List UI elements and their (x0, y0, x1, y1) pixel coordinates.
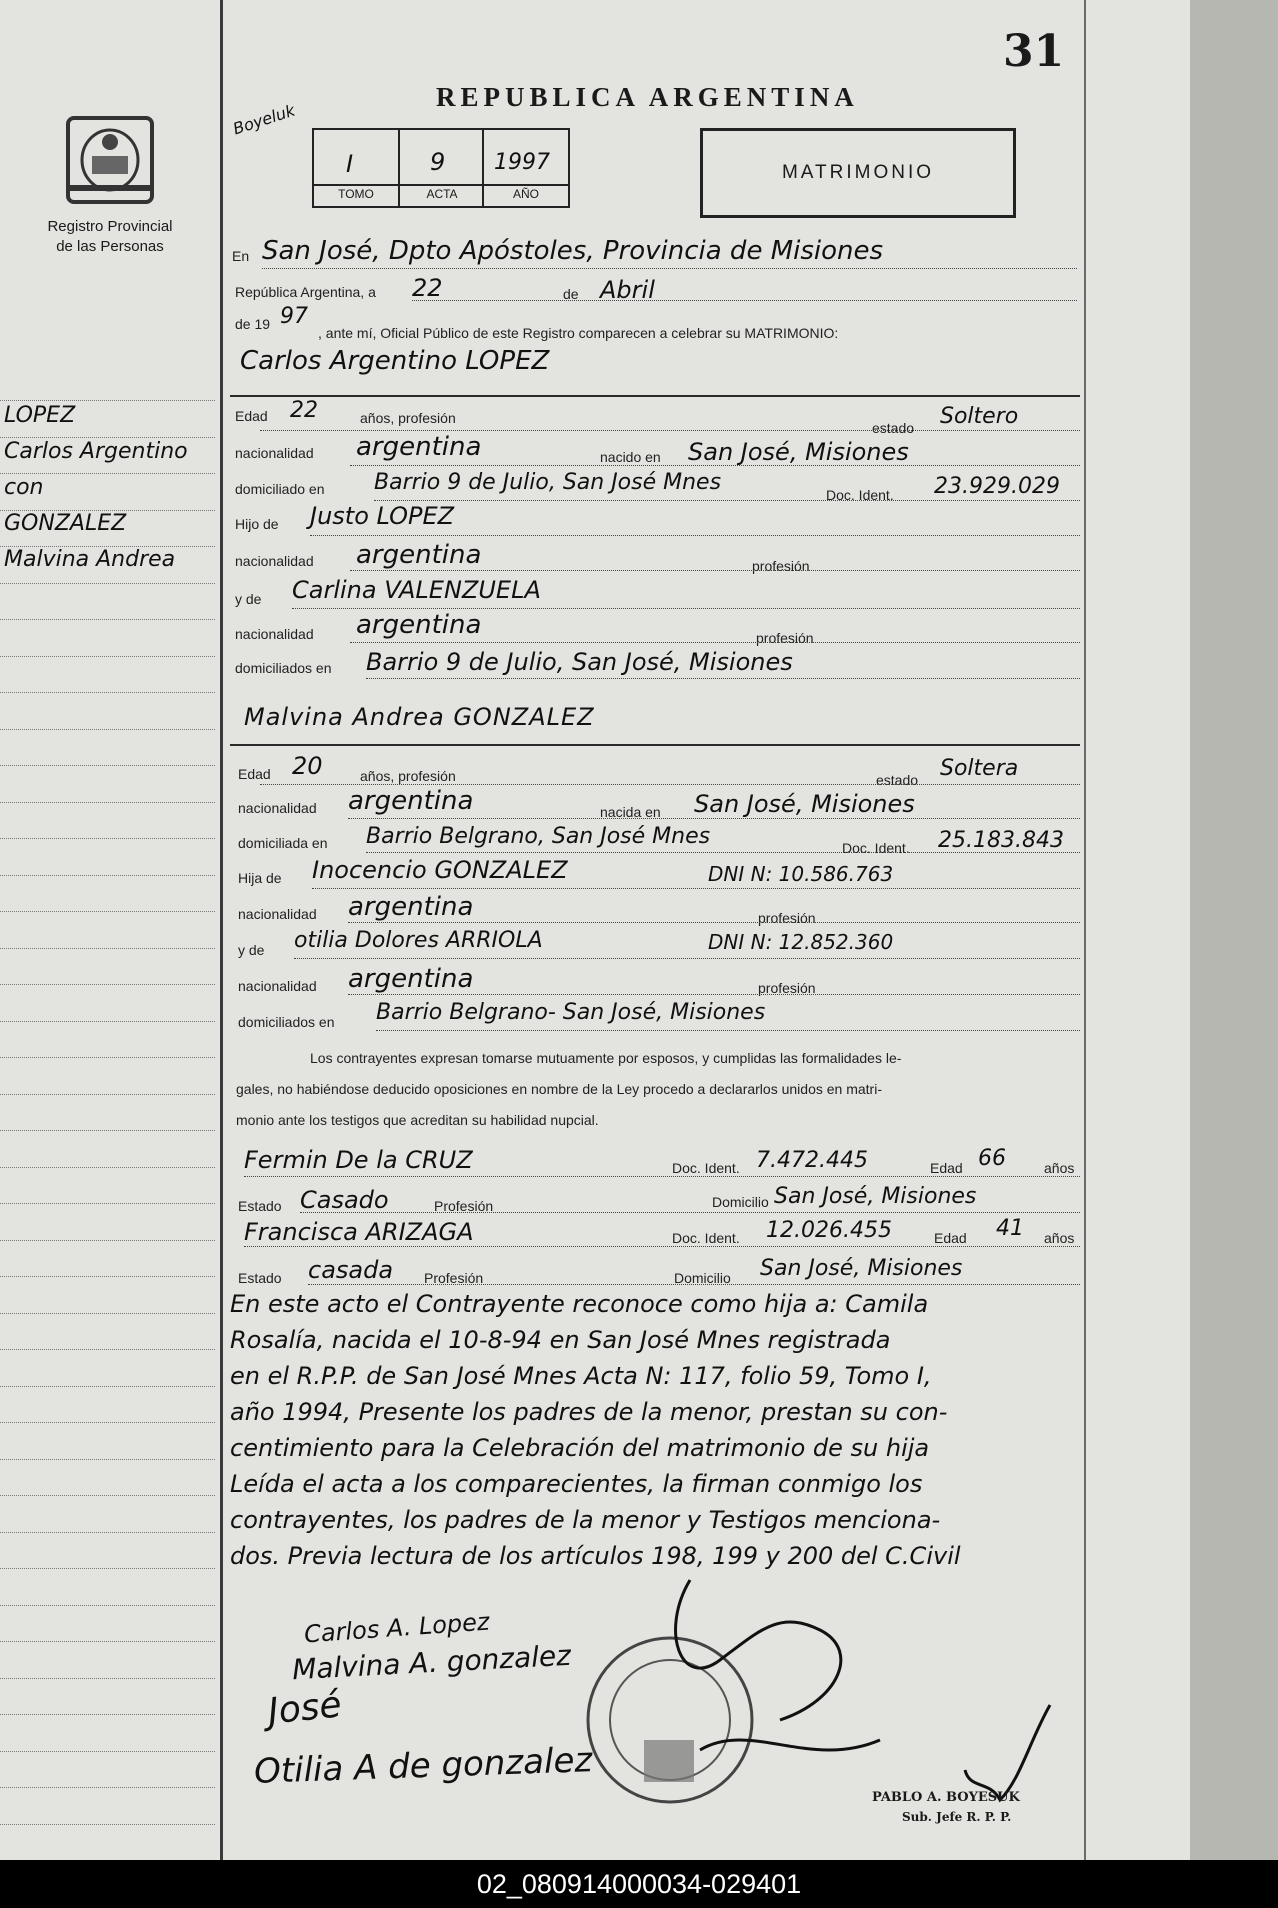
margin-rule-line (0, 619, 215, 620)
note-line: En este acto el Contrayente reconoce como hija a: Camila (230, 1290, 929, 1318)
label: años (1044, 1160, 1075, 1176)
groom-mother: Carlina VALENZUELA (292, 576, 541, 604)
margin-rule-line (0, 1532, 215, 1533)
label: profesión (758, 980, 816, 996)
witness-1-status: Casado (300, 1186, 389, 1214)
bride-nationality: argentina (348, 786, 474, 816)
margin-rule-line (0, 1422, 215, 1423)
label: Doc. Ident. (826, 487, 894, 503)
official-name: PABLO A. BOYESUK (872, 1790, 1020, 1805)
witness-2-address: San José, Misiones (760, 1256, 963, 1281)
tomo-value: I (346, 150, 354, 178)
label: Edad (238, 766, 271, 782)
margin-rule-line (0, 1495, 215, 1496)
margin-rule-line (0, 948, 215, 949)
fill-line (376, 1030, 1080, 1031)
label: nacido en (600, 449, 661, 465)
label: nacida en (600, 804, 661, 820)
fill-line (348, 922, 1080, 923)
groom-mother-nationality: argentina (356, 610, 482, 640)
margin-rule-line (0, 1349, 215, 1350)
groom-doc: 23.929.029 (934, 474, 1060, 499)
fill-line (348, 994, 1080, 995)
label: Hija de (238, 870, 282, 886)
bride-mother-dni: DNI N: 12.852.360 (708, 930, 894, 954)
bride-age: 20 (292, 752, 323, 780)
label: nacionalidad (238, 906, 317, 922)
fill-line (260, 784, 1080, 785)
margin-rule-line (0, 802, 215, 803)
fill-line (348, 818, 1080, 819)
label: Doc. Ident. (842, 840, 910, 856)
bride-doc: 25.183.843 (938, 828, 1064, 853)
bride-birthplace: San José, Misiones (694, 790, 915, 818)
margin-rule-line (0, 1751, 215, 1752)
label: y de (235, 591, 262, 607)
label: nacionalidad (238, 978, 317, 994)
anio-value: 1997 (494, 150, 550, 175)
official-stamp-icon (580, 1570, 900, 1810)
month: Abril (600, 276, 655, 304)
witness-2-name: Francisca ARIZAGA (244, 1218, 474, 1246)
witness-2-doc: 12.026.455 (766, 1218, 892, 1243)
margin-rule-line (0, 911, 215, 912)
country-title: REPUBLICA ARGENTINA (436, 82, 859, 112)
fill-line (244, 1176, 1080, 1177)
bride-father-nationality: argentina (348, 892, 474, 922)
signature-groom: Carlos A. Lopez (303, 1607, 491, 1649)
witness-1-name: Fermin De la CRUZ (244, 1146, 473, 1174)
margin-rule-line (0, 1678, 215, 1679)
label: Domicilio (674, 1270, 731, 1286)
witness-1-address: San José, Misiones (774, 1184, 977, 1209)
statement: , ante mí, Oficial Público de este Registro comparecen a celebrar su MATRIMONIO: (318, 325, 839, 341)
margin-rule-line (0, 765, 215, 766)
groom-status: Soltero (940, 404, 1019, 429)
margin-notes: LOPEZ Carlos Argentino con GONZALEZ Malvina Andrea (4, 403, 188, 572)
margin-rule-line (0, 1203, 215, 1204)
year-suffix: 97 (280, 304, 308, 329)
note-line: Rosalía, nacida el 10-8-94 en San José Mnes registrada (230, 1326, 891, 1354)
signature-witness: José (266, 1684, 344, 1733)
label: estado (876, 772, 919, 788)
margin-rule-line (0, 838, 215, 839)
margin-rule-line (0, 1313, 215, 1314)
margin-rule-line (0, 1605, 215, 1606)
footer-id: 02_080914000034-029401 (0, 1860, 1278, 1908)
groom-father: Justo LOPEZ (310, 502, 455, 530)
note-line: centimiento para la Celebración del matrimonio de su hija (230, 1434, 930, 1462)
label: domiciliados en (235, 660, 332, 676)
bride-mother: otilia Dolores ARRIOLA (294, 928, 543, 953)
label: años (1044, 1230, 1075, 1246)
margin-rule-line (0, 1240, 215, 1241)
margin-rule-line (0, 1276, 215, 1277)
fill-line (260, 430, 1080, 431)
label: Domicilio (712, 1194, 769, 1210)
fill-line (350, 465, 1080, 466)
label: Edad (235, 408, 268, 424)
page-number: 31 (1003, 26, 1065, 77)
fill-line (366, 678, 1080, 679)
label: Doc. Ident. (672, 1230, 740, 1246)
label: domiciliados en (238, 1014, 335, 1030)
note-line: en el R.P.P. de San José Mnes Acta N: 117, folio 59, Tomo I, (230, 1362, 932, 1390)
record-box: I 9 1997 TOMO ACTA AÑO (312, 128, 570, 208)
label: y de (238, 942, 265, 958)
margin-rule-line (0, 1824, 215, 1825)
right-border (1084, 0, 1086, 1860)
margin-rule-line (0, 1568, 215, 1569)
bride-parents-address: Barrio Belgrano- San José, Misiones (376, 1000, 766, 1025)
fill-line (292, 608, 1080, 609)
official-title: Sub. Jefe R. P. P. (902, 1810, 1012, 1824)
fill-line (244, 1246, 1080, 1247)
margin-rule-line (0, 1130, 215, 1131)
fill-line (308, 1284, 1080, 1285)
label: Edad (934, 1230, 967, 1246)
record-type-box (700, 128, 1016, 218)
coat-of-arms-icon (60, 108, 160, 208)
groom-father-nationality: argentina (356, 540, 482, 570)
label: Estado (238, 1198, 282, 1214)
fill-line (310, 535, 1080, 536)
fill-line (366, 852, 1080, 853)
fill-line (312, 888, 1080, 889)
margin-rule-line (0, 656, 215, 657)
signature-bride: Malvina A. gonzalez (291, 1638, 572, 1687)
label: nacionalidad (235, 553, 314, 569)
groom-nationality: argentina (356, 432, 482, 462)
fill-line (374, 500, 1080, 501)
note-line: dos. Previa lectura de los artículos 198, 199 y 200 del C.Civil (230, 1542, 961, 1570)
fill-line (294, 958, 1080, 959)
groom-address: Barrio 9 de Julio, San José Mnes (374, 470, 722, 495)
margin-divider (220, 0, 223, 1860)
witness-2-age: 41 (996, 1216, 1024, 1241)
bride-name: Malvina Andrea GONZALEZ (244, 703, 595, 731)
margin-rule-line (0, 692, 215, 693)
bride-status: Soltera (940, 756, 1019, 781)
label: Profesión (424, 1270, 484, 1286)
margin-rule-line (0, 1714, 215, 1715)
margin-rule-line (0, 1167, 215, 1168)
label: Hijo de (235, 516, 279, 532)
bride-father: Inocencio GONZALEZ (312, 856, 568, 884)
record-type: MATRIMONIO (781, 162, 935, 183)
place: San José, Dpto Apóstoles, Provincia de Misiones (262, 236, 884, 266)
margin-rule-line (0, 1641, 215, 1642)
margin-rule-line (0, 1094, 215, 1095)
margin-rule-line (0, 729, 215, 730)
label: nacionalidad (238, 800, 317, 816)
label: años, profesión (360, 768, 456, 784)
day: 22 (412, 274, 443, 302)
label: Estado (238, 1270, 282, 1286)
label: nacionalidad (235, 445, 314, 461)
fill-line (350, 570, 1080, 571)
bride-father-dni: DNI N: 10.586.763 (708, 862, 894, 886)
margin-rule-line (0, 875, 215, 876)
fill-line (350, 642, 1080, 643)
label: profesión (758, 910, 816, 926)
label: Edad (930, 1160, 963, 1176)
margin-rule-line (0, 583, 215, 584)
note-line: contrayentes, los padres de la menor y Testigos menciona- (230, 1506, 941, 1534)
bride-address: Barrio Belgrano, San José Mnes (366, 824, 711, 849)
witness-1-age: 66 (978, 1146, 1006, 1171)
annotation: Boyeluk (230, 100, 298, 139)
margin-rule-line (0, 1057, 215, 1058)
label: profesión (756, 630, 814, 646)
label: domiciliado en (235, 481, 325, 497)
bride-mother-nationality: argentina (348, 964, 474, 994)
margin-rule-line (0, 1459, 215, 1460)
witness-1-doc: 7.472.445 (756, 1148, 868, 1173)
fill-line (300, 1212, 1080, 1213)
groom-name: Carlos Argentino LOPEZ (240, 346, 550, 376)
label: Doc. Ident. (672, 1160, 740, 1176)
label: años, profesión (360, 410, 456, 426)
acta-value: 9 (430, 148, 446, 176)
margin-rule-line (0, 1386, 215, 1387)
groom-age: 22 (290, 398, 318, 423)
note-line: año 1994, Presente los padres de la menor, prestan su con- (230, 1398, 948, 1426)
groom-birthplace: San José, Misiones (688, 438, 909, 466)
witness-2-status: casada (308, 1256, 394, 1284)
registry-label: Registro Provincial de las Personas (47, 218, 173, 255)
margin-rule-line (0, 984, 215, 985)
label: Profesión (434, 1198, 494, 1214)
groom-parents-address: Barrio 9 de Julio, San José, Misiones (366, 648, 793, 676)
label: profesión (752, 558, 810, 574)
label: domiciliada en (238, 835, 328, 851)
binding-spine (1190, 0, 1278, 1860)
note-line: Leída el acta a los comparecientes, la firman conmigo los (230, 1470, 923, 1498)
label: nacionalidad (235, 626, 314, 642)
margin-rule-line (0, 1021, 215, 1022)
margin-rule-line (0, 1787, 215, 1788)
label: estado (872, 420, 915, 436)
signature-mother: Otilia A de gonzalez (253, 1740, 593, 1792)
